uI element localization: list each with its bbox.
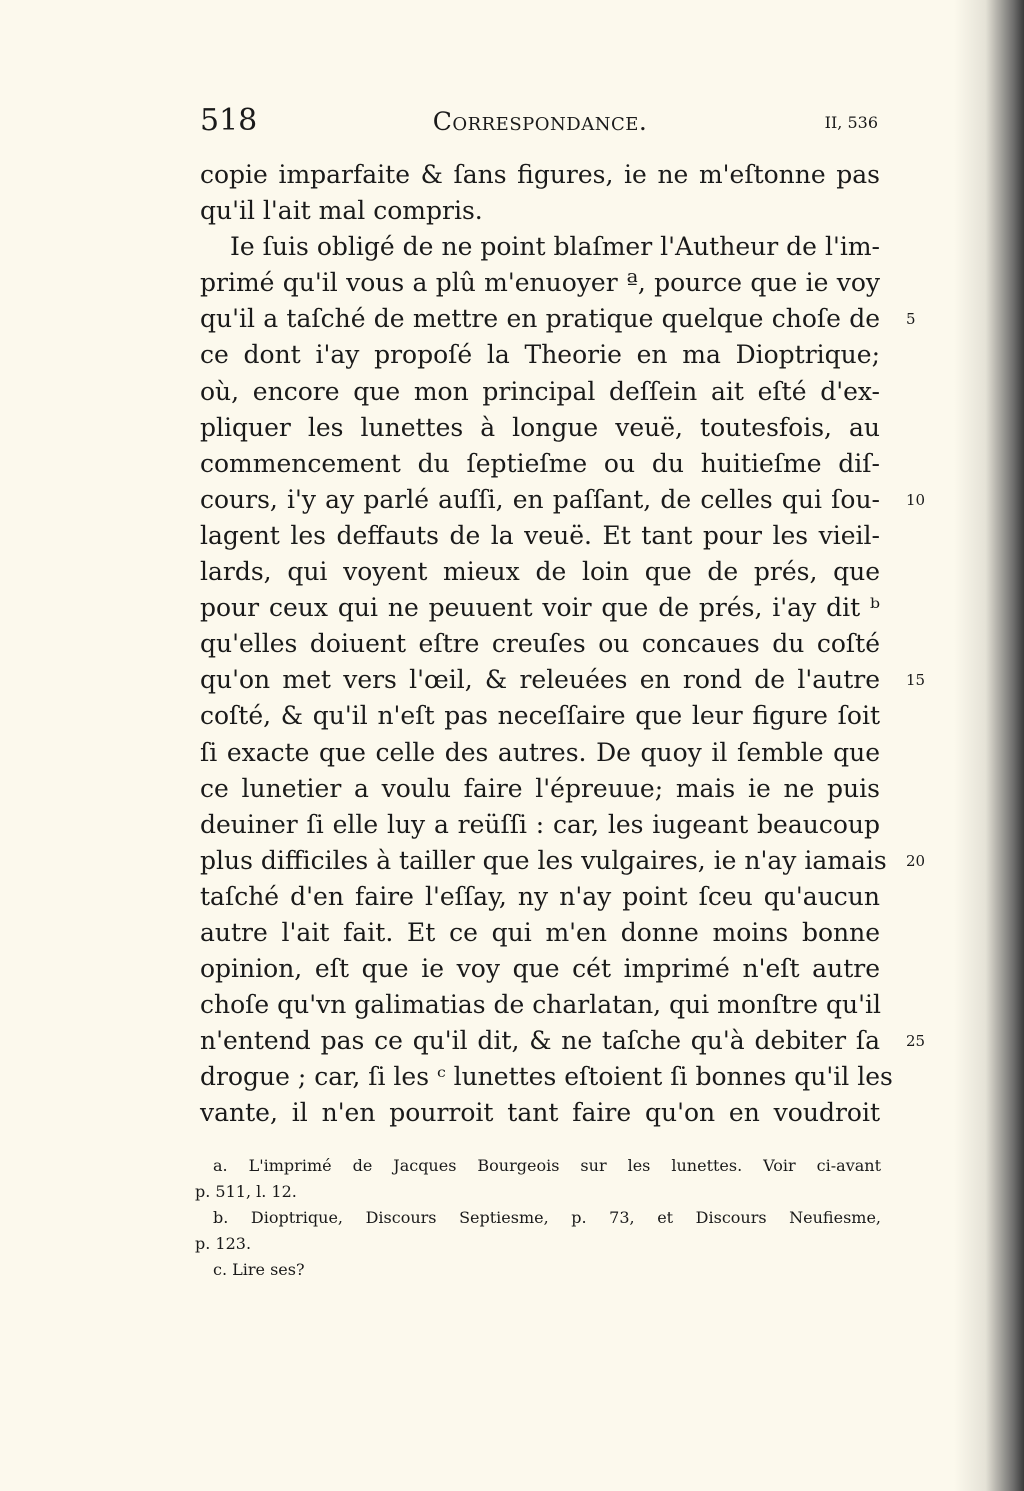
line-number: 5 [906, 310, 916, 329]
text-line: drogue ; car, ſi les ᶜ lunettes eſtoient ſi bonnes qu'il les [200, 1062, 893, 1092]
footnote-line: p. 123. [195, 1234, 252, 1253]
text-line: autre l'ait fait. Et ce qui m'en donne moins bonne [200, 917, 880, 947]
text-line: Ie ſuis obligé de ne point blaſmer l'Autheur de l'im- [230, 232, 880, 262]
page-header [200, 103, 880, 147]
line-number: 25 [906, 1032, 926, 1051]
text-line: pliquer les lunettes à longue veuë, toutesfois, au [200, 412, 880, 442]
page-edge-shadow [954, 0, 1024, 1491]
text-line: ſi exacte que celle des autres. De quoy il ſemble que [200, 737, 880, 767]
text-line: opinion, eſt que ie voy que cét imprimé n'eſt autre [200, 954, 880, 984]
page-number: 518 [200, 103, 258, 138]
text-line: copie imparfaite & ſans figures, ie ne m'eſtonne pas [200, 160, 880, 189]
text-line: vante, il n'en pourroit tant faire qu'on en voudroit [200, 1098, 880, 1128]
text-line: qu'elles doiuent eſtre creuſes ou concaues du coſté [200, 629, 880, 659]
text-line: commencement du ſeptieſme ou du huitieſme diſ- [200, 448, 880, 478]
line-number: 10 [906, 490, 926, 509]
text-line: qu'il a taſché de mettre en pratique quelque choſe de 5 [200, 301, 880, 337]
text-line: lagent les deffauts de la veuë. Et tant pour les vieil- [200, 520, 880, 550]
text-line: ce lunetier a voulu faire l'épreuue; mais ie ne puis [200, 773, 880, 803]
text-line: pour ceux qui ne peuuent voir que de prés, i'ay dit ᵇ [200, 593, 880, 623]
text-line: lards, qui voyent mieux de loin que de prés, que [200, 557, 880, 587]
footnote-line: b. Dioptrique, Discours Septiesme, p. 73, et Discours Neufiesme, [213, 1208, 881, 1227]
line-number: 15 [906, 671, 926, 690]
text-line: cours, i'y ay parlé auſſi, en paſſant, de celles qui ſou- 10 [200, 482, 880, 518]
main-text [200, 157, 926, 1132]
volume-reference: II, 536 [824, 113, 878, 132]
text-line: plus difficiles à tailler que les vulgaires, ie n'ay iamais 20 [200, 843, 880, 879]
text-line: choſe qu'vn galimatias de charlatan, qui monſtre qu'il [200, 990, 881, 1020]
text-line: primé qu'il vous a plû m'enuoyer ª, pource que ie voy [200, 268, 880, 298]
text-line: qu'on met vers l'œil, & releuées en rond de l'autre 15 [200, 662, 880, 698]
line-number: 20 [906, 851, 926, 870]
text-line: qu'il l'ait mal compris. [200, 196, 483, 226]
footnotes [195, 1153, 881, 1283]
text-line: ce dont i'ay propoſé la Theorie en ma Dioptrique; [200, 340, 880, 370]
text-line: où, encore que mon principal deſſein ait eſté d'ex- [200, 376, 880, 406]
footnote-line: a. L'imprimé de Jacques Bourgeois sur les lunettes. Voir ci-avant [213, 1156, 881, 1175]
text-line: taſché d'en faire l'eſſay, ny n'ay point ſceu qu'aucun [200, 881, 880, 911]
footnote-line: p. 511, l. 12. [195, 1182, 297, 1201]
text-line: coſté, & qu'il n'eſt pas neceſſaire que leur figure ſoit [200, 701, 880, 731]
text-line: deuiner ſi elle luy a reüſſi : car, les iugeant beaucoup [200, 809, 880, 839]
footnote-line: c. Lire ses? [213, 1260, 305, 1279]
text-line: n'entend pas ce qu'il dit, & ne taſche qu'à debiter ſa 25 [200, 1023, 880, 1059]
running-title: Correspondance. [432, 107, 648, 136]
